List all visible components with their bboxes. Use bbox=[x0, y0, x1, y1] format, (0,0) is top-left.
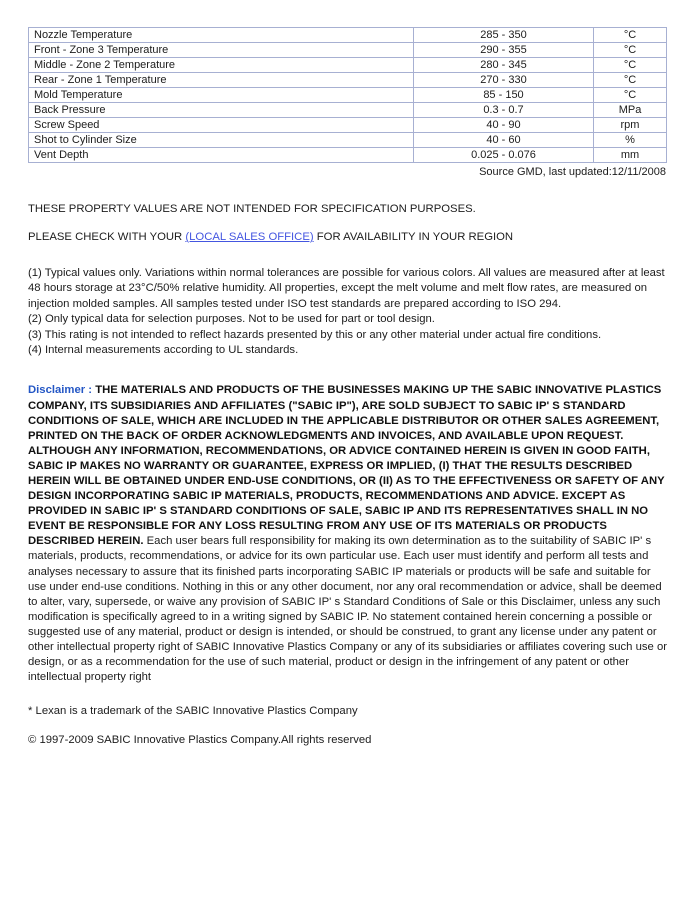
property-unit-cell: rpm bbox=[594, 118, 667, 133]
property-name-cell: Rear - Zone 1 Temperature bbox=[29, 73, 414, 88]
table-row bbox=[29, 148, 667, 163]
copyright-note: © 1997-2009 SABIC Innovative Plastics Company.All rights reserved bbox=[28, 734, 372, 747]
property-value-cell: 0.025 - 0.076 bbox=[414, 148, 594, 163]
table-row bbox=[29, 133, 667, 148]
footnote-3: (3) This rating is not intended to reflect hazards presented by this or any other material under actual fire conditions. bbox=[28, 328, 602, 341]
property-name-cell: Screw Speed bbox=[29, 118, 414, 133]
table-row bbox=[29, 73, 667, 88]
property-name-cell: Vent Depth bbox=[29, 148, 414, 163]
property-unit-cell: % bbox=[594, 133, 667, 148]
table-row bbox=[29, 43, 667, 58]
footnotes bbox=[28, 266, 672, 358]
property-name-cell: Front - Zone 3 Temperature bbox=[29, 43, 414, 58]
legal-disclaimer bbox=[28, 383, 672, 685]
property-name-cell: Mold Temperature bbox=[29, 88, 414, 103]
property-name-cell: Middle - Zone 2 Temperature bbox=[29, 58, 414, 73]
availability-prefix: PLEASE CHECK WITH YOUR bbox=[28, 231, 186, 243]
footnote-4: (4) Internal measurements according to UL standards. bbox=[28, 344, 299, 357]
property-value-cell: 40 - 60 bbox=[414, 133, 594, 148]
disclaimer-regular-text: Each user bears full responsibility for making its own determination as to the suitability of SABIC IP' s materials, products, recommendations, or advice for its own particular use. Each user must identify and perform all tests and analyses necessary to assure that its finished parts incorporating SABIC IP materials or products will be safe and suitable for use under end-use conditions. Nothing in this or any other document, nor any oral recommendation or advice, shall be deemed to alter, vary, supersede, or waive any provision of SABIC IP' s Standard Conditions of Sale or this Disclaimer, unless any such modification is specifically agreed to in a writing signed by SABIC IP. No statement contained herein concerning a possible or suggested use of any material, product or design is intended, or should be construed, to grant any license under any patent or other intellectual property right of SABIC Innovative Plastics Company or any of its subsidiaries or affiliates covering such use or design, or as a recommendation for the use of such material, product or design in the infringement of any patent or other intellectual property right bbox=[28, 535, 668, 684]
processing-parameters-table bbox=[28, 27, 667, 163]
availability-line bbox=[28, 231, 672, 243]
property-unit-cell: °C bbox=[594, 58, 667, 73]
property-unit-cell: mm bbox=[594, 148, 667, 163]
table-row bbox=[29, 58, 667, 73]
source-note: Source GMD, last updated:12/11/2008 bbox=[479, 166, 666, 178]
property-value-cell: 285 - 350 bbox=[414, 28, 594, 43]
availability-suffix: FOR AVAILABILITY IN YOUR REGION bbox=[313, 231, 514, 243]
property-value-cell: 0.3 - 0.7 bbox=[414, 103, 594, 118]
property-unit-cell: °C bbox=[594, 28, 667, 43]
local-sales-office-link[interactable]: (LOCAL SALES OFFICE) bbox=[185, 231, 314, 243]
property-value-cell: 40 - 90 bbox=[414, 118, 594, 133]
property-unit-cell: MPa bbox=[594, 103, 667, 118]
property-unit-cell: °C bbox=[594, 73, 667, 88]
property-value-cell: 280 - 345 bbox=[414, 58, 594, 73]
property-name-cell: Nozzle Temperature bbox=[29, 28, 414, 43]
table-row bbox=[29, 28, 667, 43]
property-value-cell: 85 - 150 bbox=[414, 88, 594, 103]
footnote-2: (2) Only typical data for selection purposes. Not to be used for part or tool design. bbox=[28, 313, 435, 326]
specification-disclaimer-line: THESE PROPERTY VALUES ARE NOT INTENDED FOR SPECIFICATION PURPOSES. bbox=[28, 203, 476, 215]
property-value-cell: 270 - 330 bbox=[414, 73, 594, 88]
footnote-1: (1) Typical values only. Variations within normal tolerances are possible for various colors. All values are measured after at least 48 hours storage at 23°C/50% relative humidity. All properties, except the melt volume and melt flow rates, are measured on injection molded samples. All samples tested under ISO test standards are prepared according to ISO 294. bbox=[28, 267, 665, 310]
property-name-cell: Shot to Cylinder Size bbox=[29, 133, 414, 148]
property-name-cell: Back Pressure bbox=[29, 103, 414, 118]
table-row bbox=[29, 103, 667, 118]
property-unit-cell: °C bbox=[594, 43, 667, 58]
table-row bbox=[29, 88, 667, 103]
property-value-cell: 290 - 355 bbox=[414, 43, 594, 58]
trademark-note: * Lexan is a trademark of the SABIC Innovative Plastics Company bbox=[28, 705, 358, 718]
property-unit-cell: °C bbox=[594, 88, 667, 103]
disclaimer-bold-text: THE MATERIALS AND PRODUCTS OF THE BUSINESSES MAKING UP THE SABIC INNOVATIVE PLASTICS COMPANY, ITS SUBSIDIARIES AND AFFILIATES ("SABIC IP"), ARE SOLD SUBJECT TO SABIC IP' S STANDARD CONDITIONS OF SALE, WHICH ARE INCLUDED IN THE APPLICABLE DISTRIBUTOR OR OTHER SALES AGREEMENT, PRINTED ON THE BACK OF ORDER ACKNOWLEDGMENTS AND INVOICES, AND AVAILABLE UPON REQUEST. ALTHOUGH ANY INFORMATION, RECOMMENDATIONS, OR ADVICE CONTAINED HEREIN IS GIVEN IN GOOD FAITH, SABIC IP MAKES NO WARRANTY OR GUARANTEE, EXPRESS OR IMPLIED, (I) THAT THE RESULTS DESCRIBED HEREIN WILL BE OBTAINED UNDER END-USE CONDITIONS, OR (II) AS TO THE EFFECTIVENESS OR SAFETY OF ANY DESIGN INCORPORATING SABIC IP MATERIALS, PRODUCTS, RECOMMENDATIONS AND ADVICE. EXCEPT AS PROVIDED IN SABIC IP' S STANDARD CONDITIONS OF SALE, SABIC IP AND ITS REPRESENTATIVES SHALL IN NO EVENT BE RESPONSIBLE FOR ANY LOSS RESULTING FROM ANY USE OF ITS MATERIALS OR PRODUCTS DESCRIBED HEREIN. bbox=[28, 384, 665, 548]
table-row bbox=[29, 118, 667, 133]
disclaimer-label: Disclaimer : bbox=[28, 384, 93, 397]
